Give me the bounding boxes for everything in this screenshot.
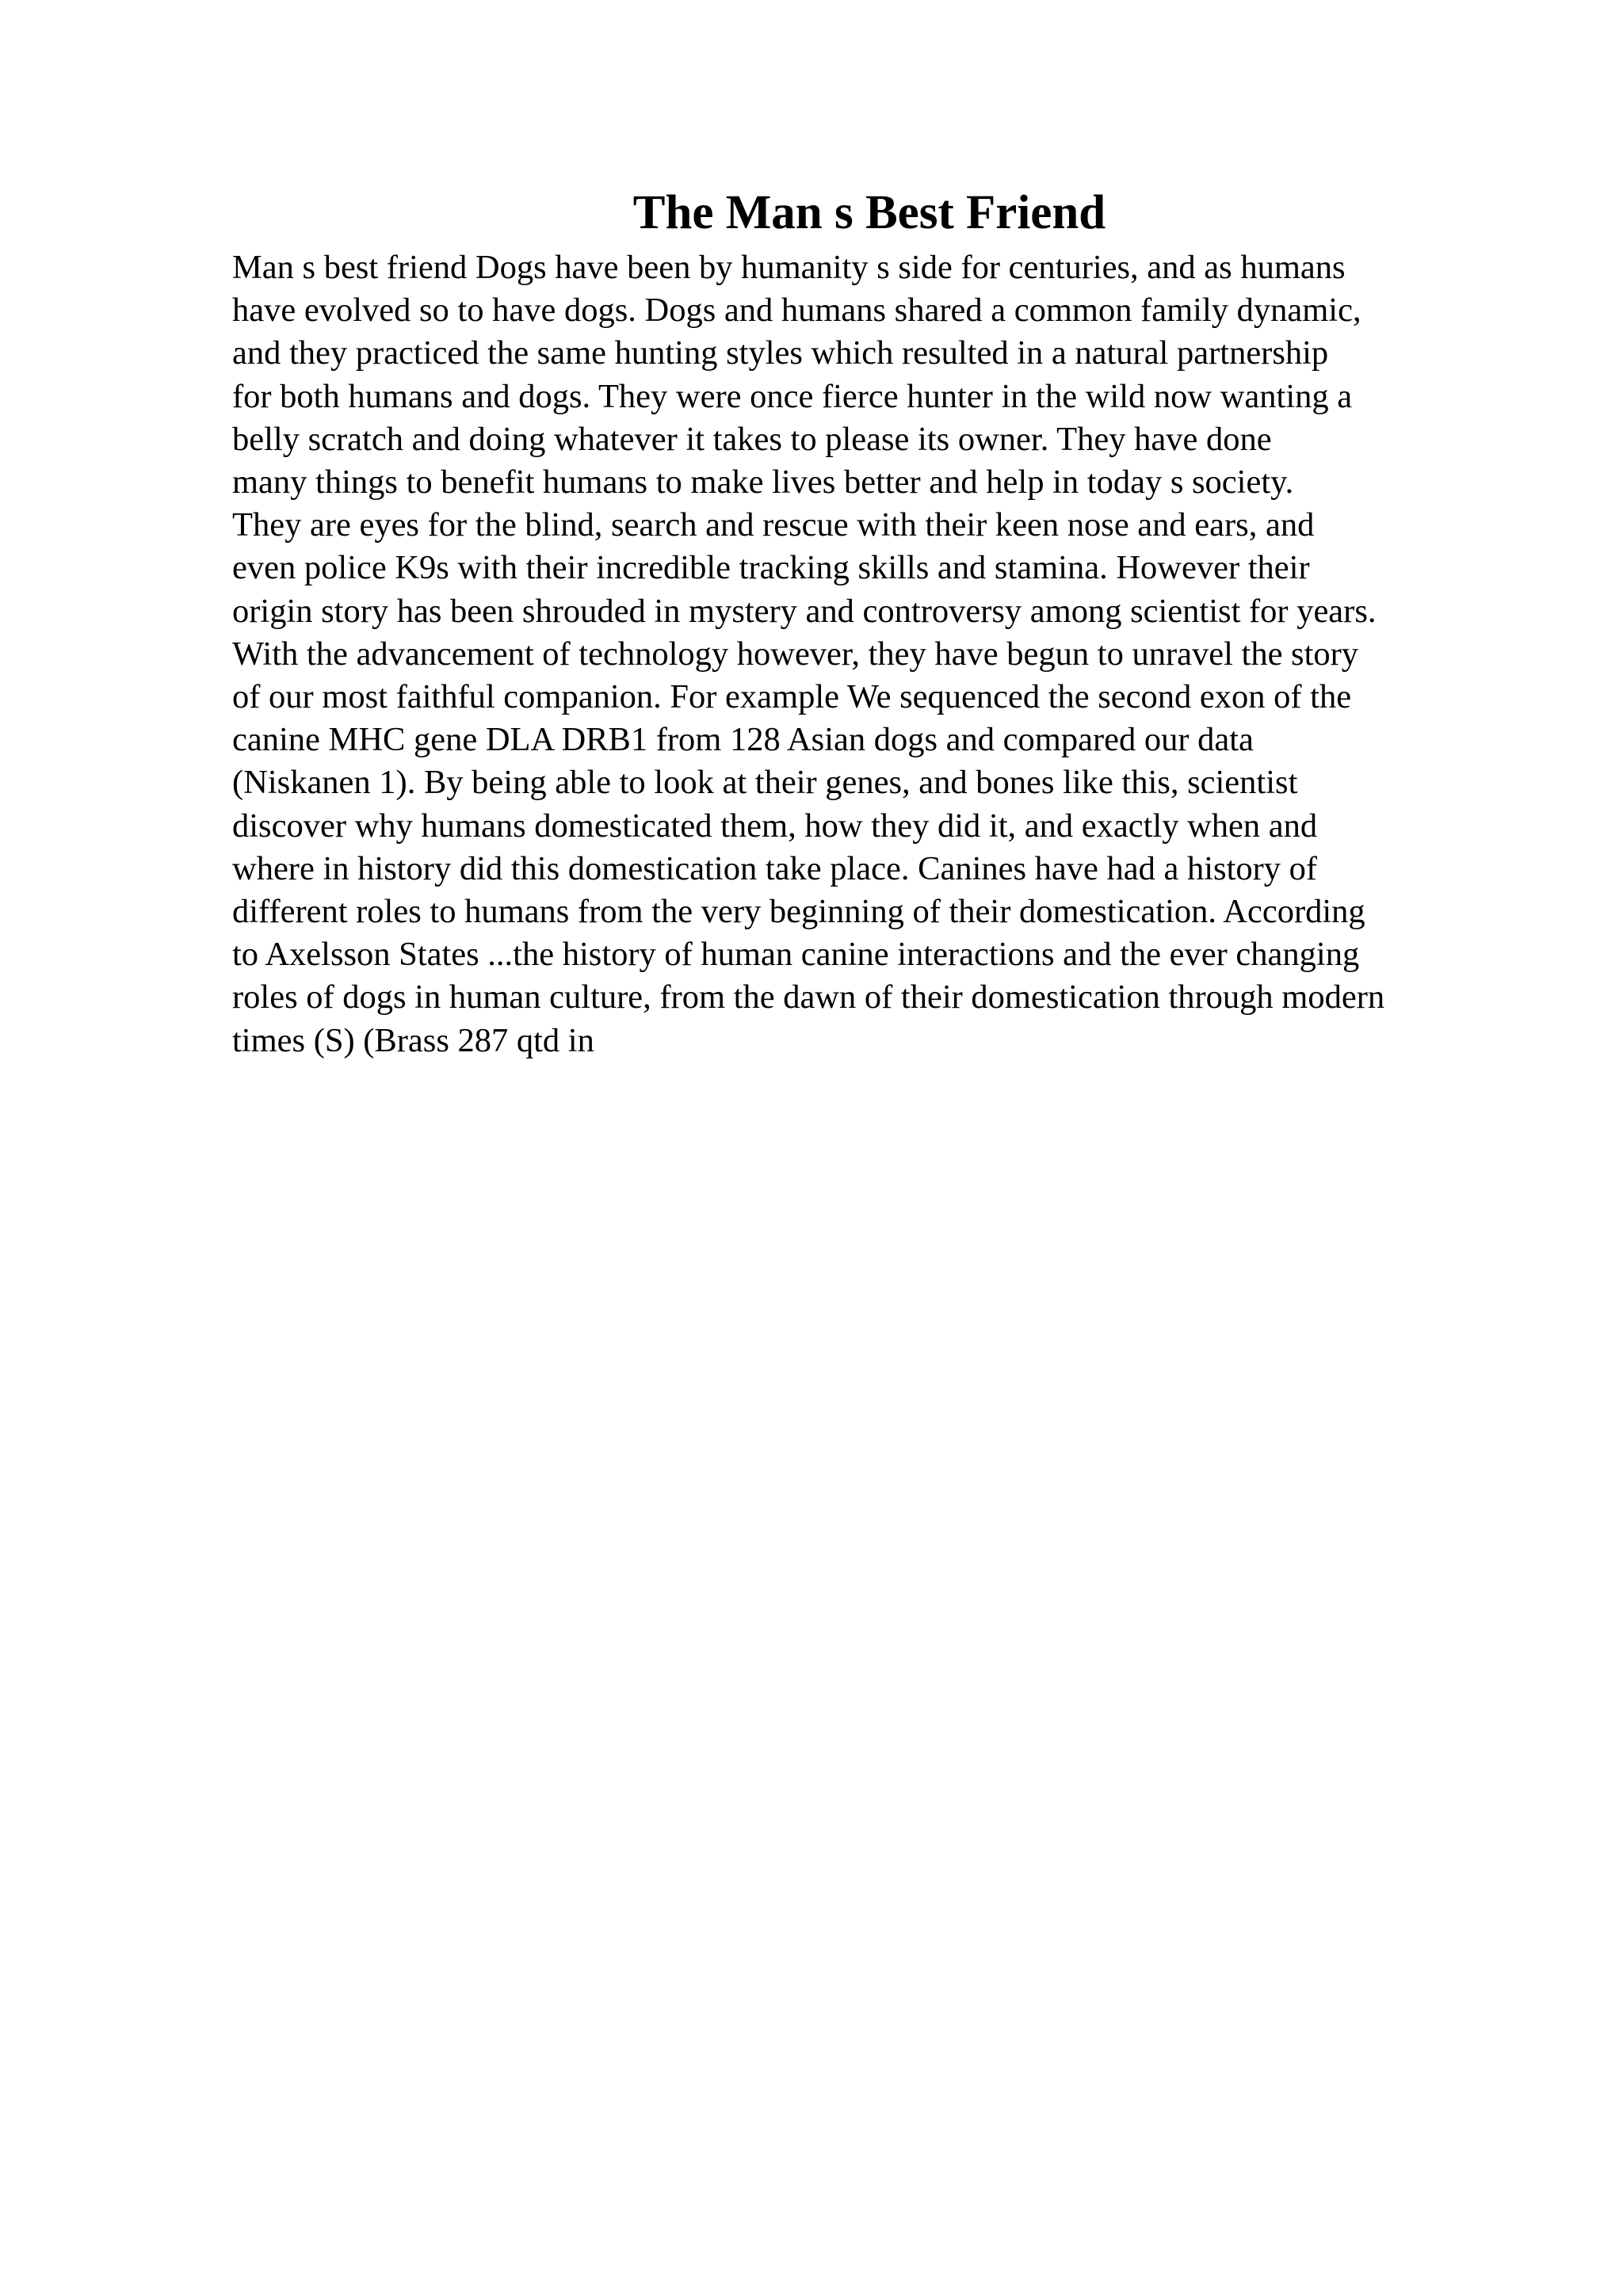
body-line: and they practiced the same hunting styles which resulted in a natural partnership: [232, 334, 1329, 372]
body-line: They are eyes for the blind, search and rescue with their keen nose and ears, and: [232, 506, 1315, 544]
body-line: canine MHC gene DLA DRB1 from 128 Asian dogs and compared our data: [232, 721, 1254, 759]
body-line: of our most faithful companion. For example We sequenced the second exon of the: [232, 678, 1352, 716]
body-line: origin story has been shrouded in mystery and controversy among scientist for years.: [232, 592, 1377, 630]
body-line: Man s best friend Dogs have been by humanity s side for centuries, and as humans: [232, 249, 1346, 286]
body-line: even police K9s with their incredible tracking skills and stamina. However their: [232, 549, 1310, 587]
body-line: With the advancement of technology however, they have begun to unravel the story: [232, 635, 1359, 673]
body-line: (Niskanen 1). By being able to look at their genes, and bones like this, scientist: [232, 764, 1298, 802]
document-title: The Man s Best Friend: [632, 185, 1106, 239]
document-body: [232, 246, 1595, 1062]
body-line: where in history did this domestication take place. Canines have had a history of: [232, 849, 1318, 887]
body-line: for both humans and dogs. They were once fierce hunter in the wild now wanting a: [232, 377, 1353, 415]
body-line: to Axelsson States ...the history of human canine interactions and the ever changing: [232, 936, 1360, 974]
body-line: belly scratch and doing whatever it takes to please its owner. They have done: [232, 420, 1272, 458]
body-line: many things to benefit humans to make lives better and help in today s society.: [232, 463, 1294, 502]
body-line: have evolved so to have dogs. Dogs and humans shared a common family dynamic,: [232, 292, 1361, 330]
body-line: different roles to humans from the very beginning of their domestication. According: [232, 893, 1365, 931]
body-line: discover why humans domesticated them, how they did it, and exactly when and: [232, 807, 1318, 845]
body-line: times (S) (Brass 287 qtd in: [232, 1021, 594, 1059]
body-line: roles of dogs in human culture, from the dawn of their domestication through modern: [232, 978, 1385, 1016]
